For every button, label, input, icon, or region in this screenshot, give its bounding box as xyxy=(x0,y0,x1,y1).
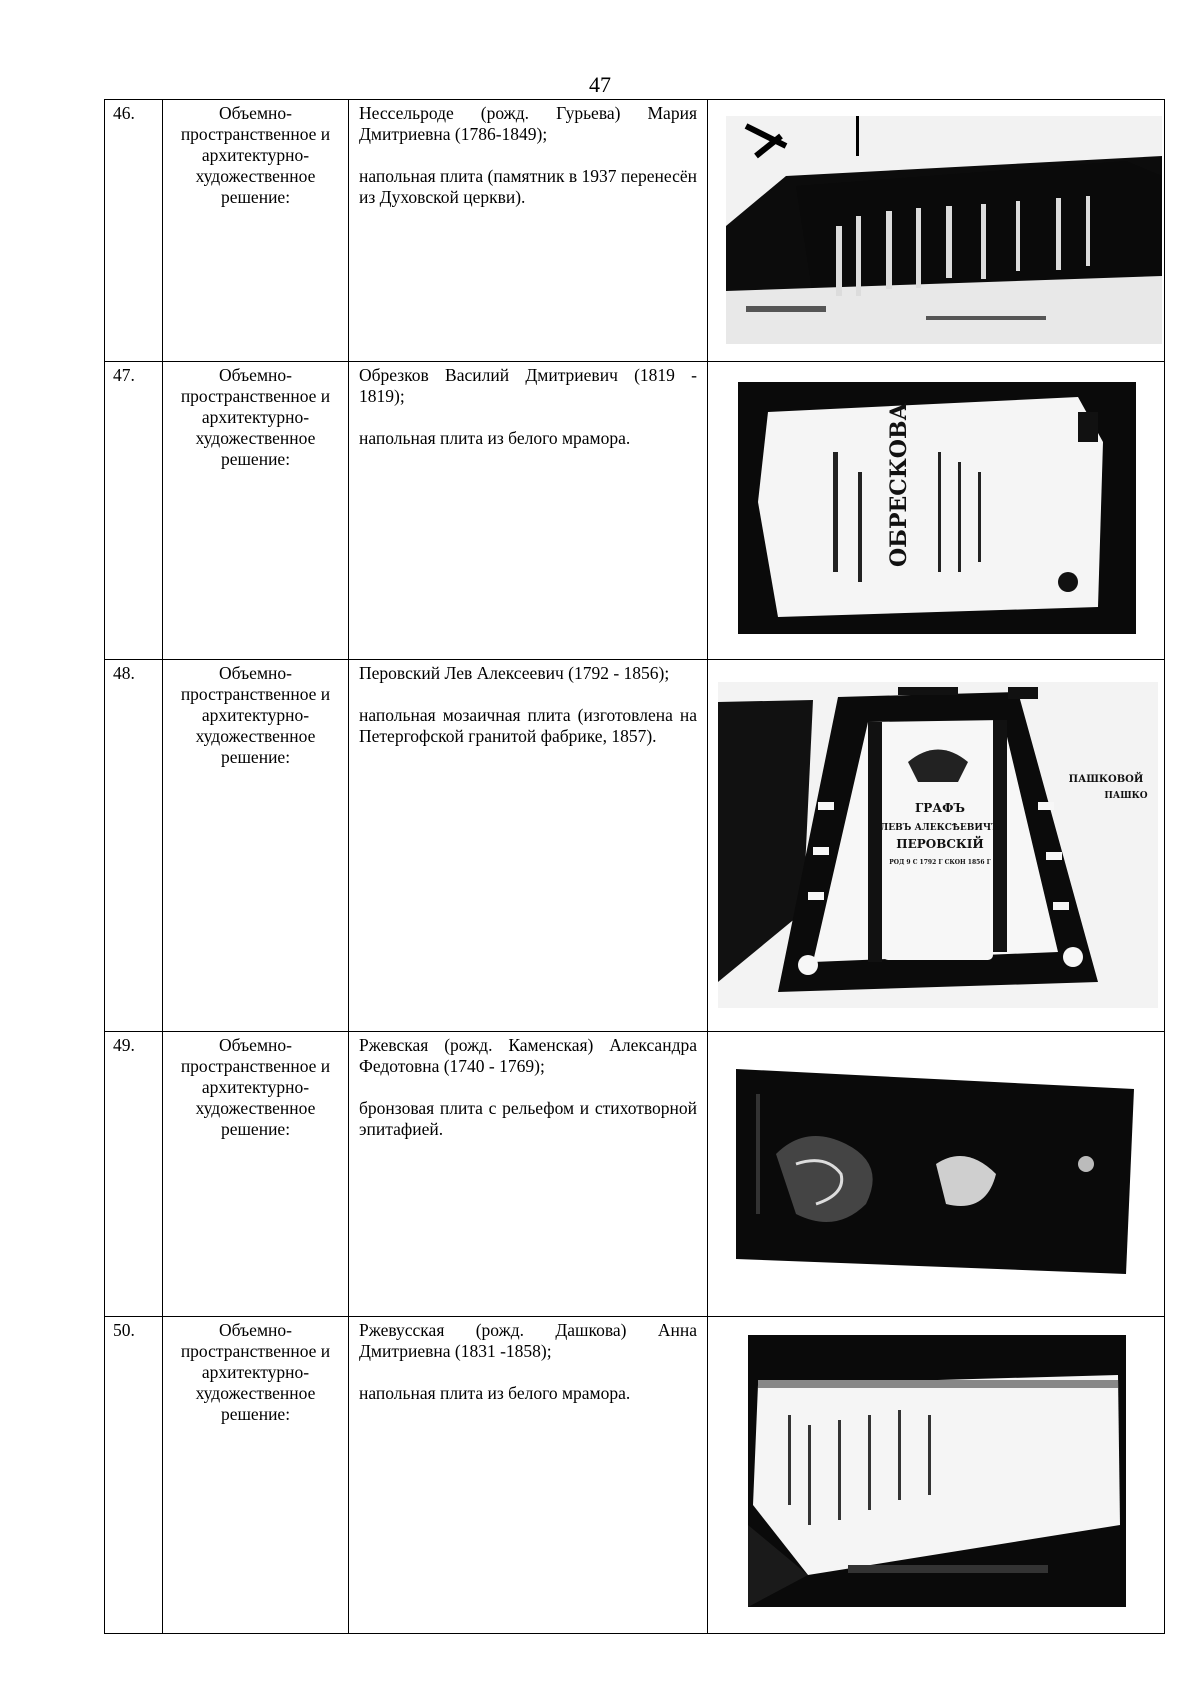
row-number: 49. xyxy=(105,1032,163,1317)
photo-inscription: ОБРЕСКОВА xyxy=(886,402,912,567)
row-number: 50. xyxy=(105,1317,163,1634)
table-row xyxy=(105,362,1165,660)
row-type: Объемно-пространственное и архитектурно-художественное решение: xyxy=(163,100,349,362)
row-photo-cell xyxy=(708,362,1165,660)
monument-detail: напольная плита из белого мрамора. xyxy=(359,428,631,448)
row-photo-cell xyxy=(708,1317,1165,1634)
row-type: Объемно-пространственное и архитектурно-художественное решение: xyxy=(163,362,349,660)
white-marble-slab-photo xyxy=(738,382,1136,634)
monument-name: Ржевская (рожд. Каменская) Александра Федотовна (1740 - 1769); xyxy=(359,1035,697,1076)
monument-detail: напольная плита из белого мрамора. xyxy=(359,1383,631,1403)
photo-inscription-line: ГРАФЪ xyxy=(915,801,965,815)
row-number: 48. xyxy=(105,660,163,1032)
floor-slab-photo xyxy=(726,116,1162,344)
monument-detail: бронзовая плита с рельефом и стихотворной эпитафией. xyxy=(359,1098,697,1139)
photo-inscription-line: ПЕРОВСКIЙ xyxy=(896,837,984,851)
photo-inscription-line: РОД 9 С 1792 Г СКОН 1856 Г xyxy=(889,859,991,866)
monument-table xyxy=(104,99,1165,1634)
row-photo-cell xyxy=(708,660,1165,1032)
bronze-slab-photo xyxy=(736,1064,1134,1274)
photo-side-label: ПАШКО xyxy=(1104,791,1148,801)
monument-detail: напольная мозаичная плита (изготовлена на Петергофской гранитой фабрике, 1857). xyxy=(359,705,697,746)
row-description xyxy=(349,362,708,660)
monument-name: Ржевусская (рожд. Дашкова) Анна Дмитриевна (1831 -1858); xyxy=(359,1320,697,1361)
table-row xyxy=(105,1317,1165,1634)
photo-inscription-line: ЛЕВЪ АЛЕКСѢЕВИЧЪ xyxy=(880,823,1000,833)
row-number: 46. xyxy=(105,100,163,362)
monument-detail: напольная плита (памятник в 1937 перенесён из Духовской церкви). xyxy=(359,166,697,207)
row-photo-cell xyxy=(708,100,1165,362)
row-photo-cell xyxy=(708,1032,1165,1317)
row-number: 47. xyxy=(105,362,163,660)
table-row xyxy=(105,660,1165,1032)
monument-name: Нессельроде (рожд. Гурьева) Мария Дмитриевна (1786-1849); xyxy=(359,103,697,144)
row-description xyxy=(349,660,708,1032)
row-type: Объемно-пространственное и архитектурно-художественное решение: xyxy=(163,660,349,1032)
table-row xyxy=(105,100,1165,362)
row-description xyxy=(349,1317,708,1634)
photo-side-label: ПАШКОВОЙ xyxy=(1068,774,1144,785)
row-type: Объемно-пространственное и архитектурно-художественное решение: xyxy=(163,1032,349,1317)
white-marble-slab-photo xyxy=(748,1335,1126,1607)
row-description xyxy=(349,100,708,362)
monument-name: Обрезков Василий Дмитриевич (1819 - 1819); xyxy=(359,365,697,406)
page-number: 47 xyxy=(589,72,611,97)
table-row xyxy=(105,1032,1165,1317)
mosaic-slab-photo xyxy=(718,682,1158,1008)
row-description xyxy=(349,1032,708,1317)
monument-name: Перовский Лев Алексеевич (1792 - 1856); xyxy=(359,663,670,683)
row-type: Объемно-пространственное и архитектурно-художественное решение: xyxy=(163,1317,349,1634)
